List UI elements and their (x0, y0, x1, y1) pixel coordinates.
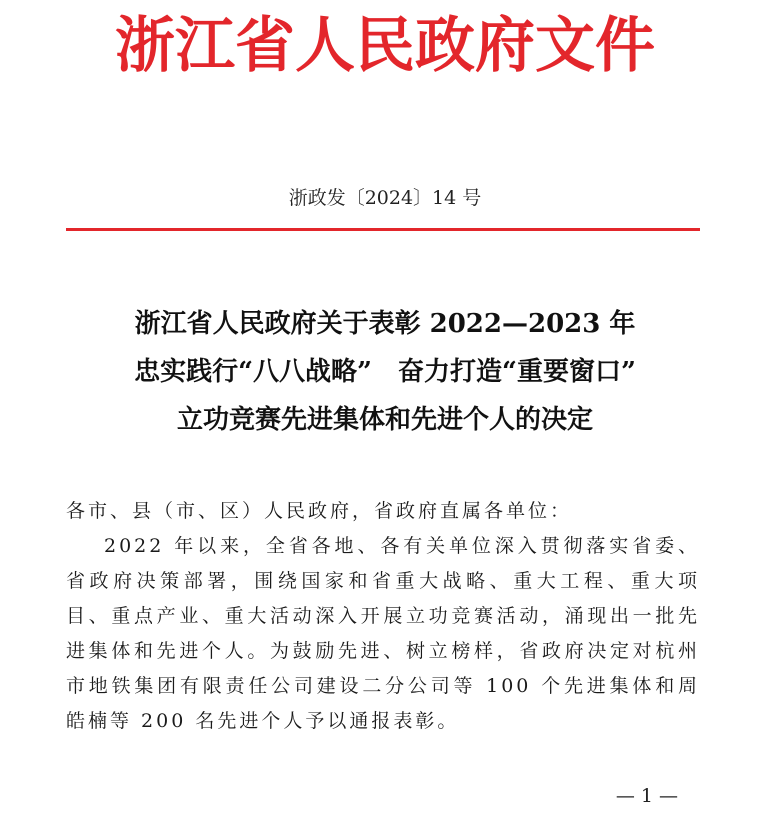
document-body (66, 494, 700, 739)
title-line-1: 浙江省人民政府关于表彰 2022—2023 年 (134, 309, 636, 339)
document-number: 浙政发〔2024〕14 号 (288, 187, 482, 209)
body-paragraph: 2022 年以来，全省各地、各有关单位深入贯彻落实省委、省政府决策部署，围绕国家和省重大战略、重大工程、重大项目、重点产业、重大活动深入开展立功竞赛活动，涌现出一批先进集体和先进个人。为鼓励先进、树立榜样，省政府决定对杭州市地铁集团有限责任公司建设二分公司等 100 个先进集体和周皓楠等 200 名先进个人予以通报表彰。 (66, 535, 700, 732)
title-line-3: 立功竞赛先进集体和先进个人的决定 (176, 405, 593, 435)
red-divider-line (66, 228, 700, 231)
salutation: 各市、县（市、区）人民政府，省政府直属各单位： (66, 500, 573, 522)
document-title (0, 300, 770, 444)
title-line-2: 忠实践行“八八战略” 奋力打造“重要窗口” (134, 357, 636, 387)
page-number: — 1 — (615, 785, 678, 807)
document-header-title: 浙江省人民政府文件 (115, 11, 655, 81)
